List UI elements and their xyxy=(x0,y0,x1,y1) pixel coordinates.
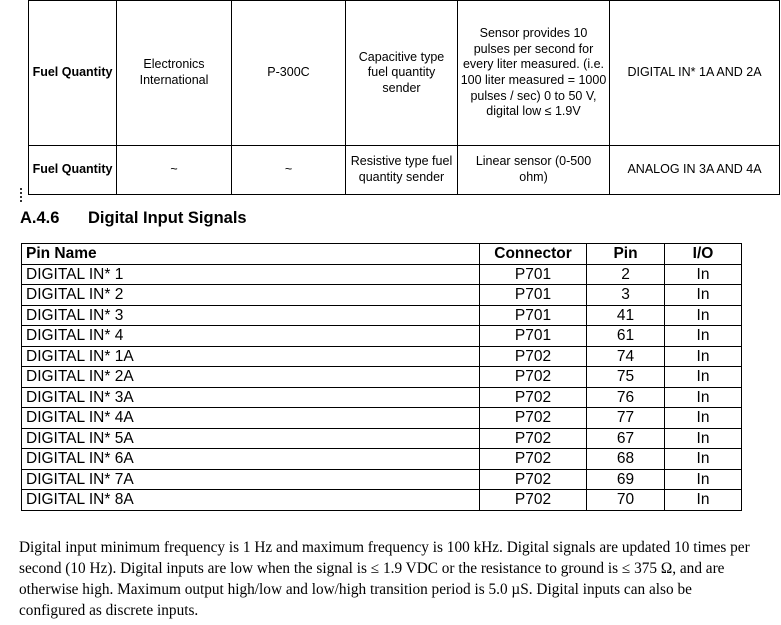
connector-cell: P701 xyxy=(480,285,587,306)
pin-cell: 61 xyxy=(587,326,665,347)
table-row xyxy=(29,146,780,195)
section-heading xyxy=(20,209,247,228)
pin-cell: 41 xyxy=(587,305,665,326)
pin-cell: 74 xyxy=(587,346,665,367)
pin-cell: 68 xyxy=(587,449,665,470)
pin-name-cell: DIGITAL IN* 1A xyxy=(22,346,480,367)
io-cell: In xyxy=(665,387,742,408)
pin-cell: 77 xyxy=(587,408,665,429)
digital-input-table xyxy=(21,243,742,511)
table-row xyxy=(22,285,742,306)
connector-header: Connector xyxy=(480,244,587,265)
table-row xyxy=(22,408,742,429)
pin-cell: 76 xyxy=(587,387,665,408)
input-cell: ANALOG IN 3A AND 4A xyxy=(610,146,780,195)
connector-cell: P702 xyxy=(480,408,587,429)
pin-name-cell: DIGITAL IN* 2 xyxy=(22,285,480,306)
description-cell: Resistive type fuel quantity sender xyxy=(346,146,458,195)
io-cell: In xyxy=(665,367,742,388)
io-cell: In xyxy=(665,285,742,306)
io-cell: In xyxy=(665,408,742,429)
sensor-table xyxy=(28,0,780,195)
manufacturer-cell: ~ xyxy=(117,146,232,195)
table-row xyxy=(22,449,742,470)
manufacturer-cell: Electronics International xyxy=(117,1,232,146)
table-row xyxy=(22,490,742,511)
table-row xyxy=(22,387,742,408)
table-row xyxy=(29,1,780,146)
io-cell: In xyxy=(665,264,742,285)
io-cell: In xyxy=(665,428,742,449)
section-number: A.4.6 xyxy=(20,209,60,227)
notes-cell: Sensor provides 10 pulses per second for every liter measured. (i.e. 100 liter measured = 1000 pulses / sec) 0 to 50 V, digital low ≤ 1.9V xyxy=(458,1,610,146)
table-header-row xyxy=(22,244,742,265)
table-row xyxy=(22,346,742,367)
sensor-table-fragment xyxy=(28,0,779,199)
pin-name-header: Pin Name xyxy=(22,244,480,265)
connector-cell: P701 xyxy=(480,305,587,326)
pin-cell: 3 xyxy=(587,285,665,306)
pin-name-cell: DIGITAL IN* 3A xyxy=(22,387,480,408)
pin-name-cell: DIGITAL IN* 8A xyxy=(22,490,480,511)
pin-header: Pin xyxy=(587,244,665,265)
pin-name-cell: DIGITAL IN* 4 xyxy=(22,326,480,347)
pin-name-cell: DIGITAL IN* 3 xyxy=(22,305,480,326)
pin-name-cell: DIGITAL IN* 5A xyxy=(22,428,480,449)
pin-name-cell: DIGITAL IN* 7A xyxy=(22,469,480,490)
table-row xyxy=(22,326,742,347)
connector-cell: P702 xyxy=(480,367,587,388)
margin-divider xyxy=(20,188,24,202)
io-cell: In xyxy=(665,469,742,490)
io-cell: In xyxy=(665,305,742,326)
connector-cell: P702 xyxy=(480,469,587,490)
table-row xyxy=(22,428,742,449)
section-title: Digital Input Signals xyxy=(88,209,247,227)
pin-name-cell: DIGITAL IN* 2A xyxy=(22,367,480,388)
io-cell: In xyxy=(665,346,742,367)
connector-cell: P702 xyxy=(480,428,587,449)
pin-cell: 70 xyxy=(587,490,665,511)
table-row xyxy=(22,264,742,285)
description-cell: Capacitive type fuel quantity sender xyxy=(346,1,458,146)
io-cell: In xyxy=(665,449,742,470)
connector-cell: P701 xyxy=(480,326,587,347)
parameter-cell: Fuel Quantity xyxy=(29,1,117,146)
table-row xyxy=(22,305,742,326)
table-row xyxy=(22,469,742,490)
model-cell: P-300C xyxy=(232,1,346,146)
io-cell: In xyxy=(665,490,742,511)
pin-cell: 67 xyxy=(587,428,665,449)
notes-cell: Linear sensor (0-500 ohm) xyxy=(458,146,610,195)
connector-cell: P702 xyxy=(480,449,587,470)
model-cell: ~ xyxy=(232,146,346,195)
description-paragraph: Digital input minimum frequency is 1 Hz and maximum frequency is 100 kHz. Digital signals are updated 10 times per second (10 Hz). Digital inputs are low when the signal is ≤ 1.9 VDC or the resistance to ground is ≤ 375 Ω, and are otherwise high. Maximum output high/low and low/high transition period is 5.0 µS. Digital inputs can also be configured as discrete inputs. xyxy=(19,539,750,619)
pin-cell: 69 xyxy=(587,469,665,490)
input-cell: DIGITAL IN* 1A AND 2A xyxy=(610,1,780,146)
pin-cell: 75 xyxy=(587,367,665,388)
connector-cell: P701 xyxy=(480,264,587,285)
io-header: I/O xyxy=(665,244,742,265)
connector-cell: P702 xyxy=(480,387,587,408)
pin-name-cell: DIGITAL IN* 1 xyxy=(22,264,480,285)
pin-name-cell: DIGITAL IN* 4A xyxy=(22,408,480,429)
connector-cell: P702 xyxy=(480,346,587,367)
pin-cell: 2 xyxy=(587,264,665,285)
connector-cell: P702 xyxy=(480,490,587,511)
table-row xyxy=(22,367,742,388)
io-cell: In xyxy=(665,326,742,347)
pin-name-cell: DIGITAL IN* 6A xyxy=(22,449,480,470)
parameter-cell: Fuel Quantity xyxy=(29,146,117,195)
